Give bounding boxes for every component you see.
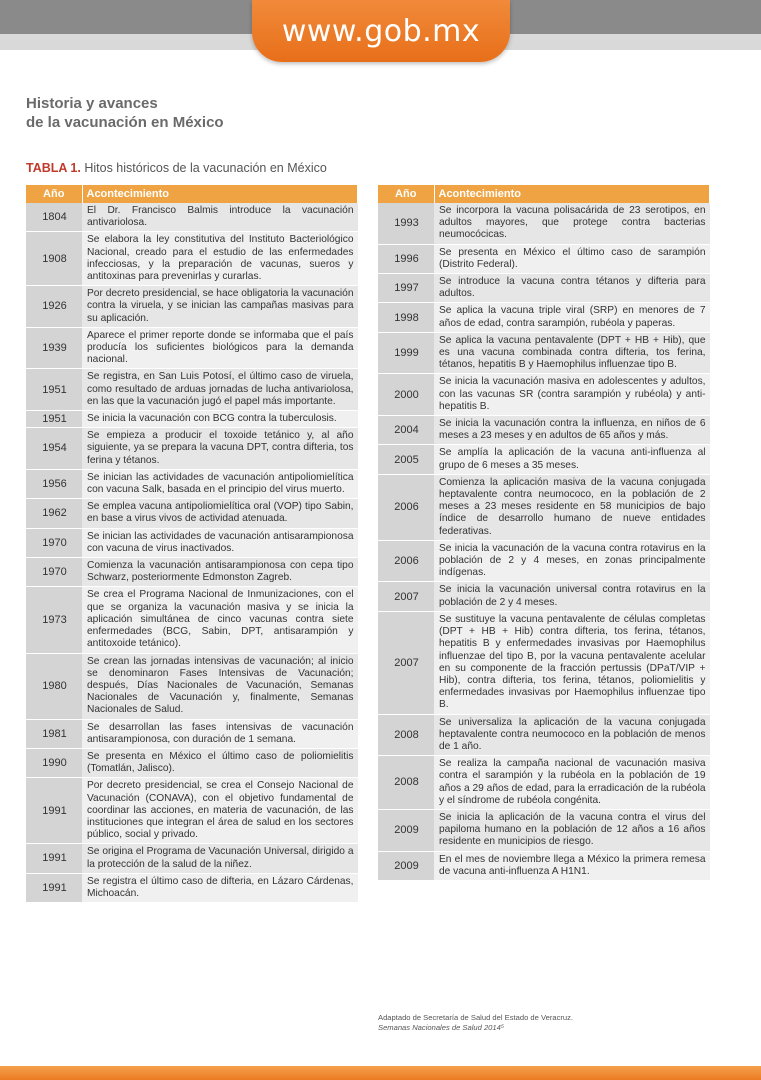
row-event: Se presenta en México el último caso de sarampión (Distrito Federal). [434, 244, 710, 273]
row-event: Se inicia la vacunación universal contra rotavirus en la población de 2 y 4 meses. [434, 582, 710, 611]
row-year: 2009 [378, 809, 434, 851]
column-header-year: Año [26, 185, 82, 203]
row-event: Se inician las actividades de vacunación antipoliomielítica con vacuna Salk, basada en el principio del virus muerto. [82, 469, 358, 498]
table-row [378, 203, 710, 244]
row-event: Se presenta en México el último caso de poliomielitis (Tomatlán, Jalisco). [82, 748, 358, 777]
row-year: 2008 [378, 756, 434, 810]
table-row [378, 851, 710, 880]
table-row [26, 528, 358, 557]
source-line-1: Adaptado de Secretaría de Salud del Estado de Veracruz. [378, 1013, 574, 1022]
row-year: 2007 [378, 582, 434, 611]
table-row [26, 748, 358, 777]
table-row [378, 244, 710, 273]
table-row [26, 719, 358, 748]
site-url-badge[interactable] [252, 0, 510, 62]
row-event: Se crean las jornadas intensivas de vacunación; al inicio se denominaron Fases Intensivas de Vacunación; después, Días Nacionales de Vacunación, Semanas Nacionales de Vacunación y, finalmente, Semanas Nacionales de Salud. [82, 653, 358, 719]
table-row [26, 844, 358, 873]
column-header-event: Acontecimiento [434, 185, 710, 203]
table-row [378, 416, 710, 445]
table-row [378, 474, 710, 540]
table-row [378, 540, 710, 582]
row-event: Se elabora la ley constitutiva del Instituto Bacteriológico Nacional, creado para el estudio de las enfermedades infecciosas, y la preparación de vacunas, sueros y antitoxinas para prevenirlas y curarlas. [82, 232, 358, 286]
row-event: Se incorpora la vacuna polisacárida de 23 serotipos, en adultos mayores, que protege contra bacterias neumocócicas. [434, 203, 710, 244]
row-year: 1999 [378, 332, 434, 374]
row-event: Se crea el Programa Nacional de Inmunizaciones, con el que se organiza la vacunación masiva y se inicia la aplicación simultánea de cinco vacunas contra siete enfermedades (BCG, Sabin, DPT, antisarampión y antitoxoide tetánico). [82, 587, 358, 653]
table-row [378, 809, 710, 851]
row-event: Se aplica la vacuna pentavalente (DPT + HB + Hib), que es una vacuna combinada contra difteria, tos ferina, tétanos, hepatitis B y Haemophilus influenzae tipo B. [434, 332, 710, 374]
table-caption [26, 161, 327, 175]
row-year: 2007 [378, 611, 434, 714]
row-year: 2009 [378, 851, 434, 880]
table-row [26, 653, 358, 719]
table-row [26, 873, 358, 902]
row-event: Se inicia la vacunación con BCG contra la tuberculosis. [82, 411, 358, 428]
column-header-event: Acontecimiento [82, 185, 358, 203]
row-year: 1993 [378, 203, 434, 244]
row-year: 1951 [26, 411, 82, 428]
site-url[interactable]: www.gob.mx [281, 13, 481, 49]
row-event: Se inicia la vacunación masiva en adolescentes y adultos, con las vacunas SR (contra sarampión y rubéola) y anti-hepatitis B. [434, 374, 710, 416]
table-row [26, 411, 358, 428]
row-year: 2006 [378, 540, 434, 582]
table-row [378, 582, 710, 611]
row-event: Aparece el primer reporte donde se informaba que el país producía los suficientes biológicos para la demanda nacional. [82, 327, 358, 369]
row-year: 1926 [26, 286, 82, 328]
row-event: Se universaliza la aplicación de la vacuna conjugada heptavalente contra neumococo en la población de menos de 1 año. [434, 714, 710, 756]
table-row [378, 611, 710, 714]
table-header-row [26, 185, 358, 203]
row-year: 1980 [26, 653, 82, 719]
table-label: TABLA 1. [26, 161, 81, 175]
table-row [26, 587, 358, 653]
table-row [378, 303, 710, 332]
row-year: 1939 [26, 327, 82, 369]
table-body-right [378, 203, 710, 880]
row-event: Comienza la vacunación antisarampionosa con cepa tipo Schwarz, posteriormente Edmonston Zagreb. [82, 558, 358, 587]
table-row [378, 274, 710, 303]
row-event: Se introduce la vacuna contra tétanos y difteria para adultos. [434, 274, 710, 303]
source-line-2: Semanas Nacionales de Salud 2014⁵ [378, 1023, 505, 1032]
row-year: 1962 [26, 499, 82, 528]
page-title-line-1: Historia y avances [26, 95, 158, 112]
row-year: 1970 [26, 528, 82, 557]
row-event: Se inicia la aplicación de la vacuna contra el virus del papiloma humano en la población de 12 años a 16 años residente en municipios de riesgo. [434, 809, 710, 851]
page-title [26, 94, 346, 132]
row-year: 1956 [26, 469, 82, 498]
table-row [378, 332, 710, 374]
table-row [378, 714, 710, 756]
row-year: 1908 [26, 232, 82, 286]
row-year: 2006 [378, 474, 434, 540]
row-event: Se emplea vacuna antipoliomielítica oral (VOP) tipo Sabin, en base a virus vivos de actividad atenuada. [82, 499, 358, 528]
row-year: 2000 [378, 374, 434, 416]
row-event: Comienza la aplicación masiva de la vacuna conjugada heptavalente contra neumococo, en la población de 2 meses a 23 meses residente en 58 municipios de bajo índice de desarrollo humano de nueve entidades federativas. [434, 474, 710, 540]
row-year: 1981 [26, 719, 82, 748]
table-row [378, 445, 710, 474]
row-year: 1991 [26, 873, 82, 902]
row-event: Se inicia la vacunación de la vacuna contra rotavirus en la población de 2 y 4 meses, en zonas principalmente indígenas. [434, 540, 710, 582]
table-row [26, 286, 358, 328]
column-header-year: Año [378, 185, 434, 203]
table-row [26, 558, 358, 587]
row-year: 2005 [378, 445, 434, 474]
row-event: En el mes de noviembre llega a México la primera remesa de vacuna anti-influenza A H1N1. [434, 851, 710, 880]
table-caption-text: Hitos históricos de la vacunación en México [84, 161, 327, 175]
row-event: Por decreto presidencial, se hace obligatoria la vacunación contra la viruela, y se inician las campañas masivas para su aplicación. [82, 286, 358, 328]
row-event: Se inician las actividades de vacunación antisarampionosa con vacuna de virus inactivados. [82, 528, 358, 557]
table-row [378, 756, 710, 810]
table-right-column [378, 185, 710, 881]
row-year: 1990 [26, 748, 82, 777]
table-row [26, 203, 358, 232]
row-year: 1991 [26, 778, 82, 844]
row-event: Se amplía la aplicación de la vacuna anti-influenza al grupo de 6 meses a 35 meses. [434, 445, 710, 474]
row-event: Se empieza a producir el toxoide tetánico y, al año siguiente, ya se prepara la vacuna DPT, contra difteria, tos ferina y tétanos. [82, 428, 358, 470]
row-event: Se sustituye la vacuna pentavalente de células completas (DPT + HB + Hib) contra difteria, tos ferina, tétanos, hepatitis B y enfermedades invasivas por Haemophilus influenzae del tipo B, por la vacuna pentavalente acelular en su componente de la fracción pertussis (DPaT/VIP + Hib), contra difteria, tos ferina, tétanos, poliomielitis y enfermedades invasivas por Haemophilus influenzae tipo B. [434, 611, 710, 714]
row-event: Por decreto presidencial, se crea el Consejo Nacional de Vacunación (CONAVA), con el objetivo fundamental de coordinar las acciones, en materia de vacunación, de las instituciones que integran el área de salud en los sectores público, social y privado. [82, 778, 358, 844]
row-event: Se registra el último caso de difteria, en Lázaro Cárdenas, Michoacán. [82, 873, 358, 902]
row-event: El Dr. Francisco Balmis introduce la vacunación antivariolosa. [82, 203, 358, 232]
table-row [26, 499, 358, 528]
table-source-note [378, 1013, 708, 1033]
row-event: Se origina el Programa de Vacunación Universal, dirigido a la protección de la salud de la niñez. [82, 844, 358, 873]
row-year: 1998 [378, 303, 434, 332]
row-year: 1973 [26, 587, 82, 653]
row-year: 1997 [378, 274, 434, 303]
row-year: 1954 [26, 428, 82, 470]
page-title-line-2: de la vacunación en México [26, 114, 224, 131]
row-year: 1970 [26, 558, 82, 587]
bottom-banner [0, 1066, 761, 1080]
row-event: Se desarrollan las fases intensivas de vacunación antisarampionosa, con duración de 1 semana. [82, 719, 358, 748]
table-row [26, 428, 358, 470]
table-header-row [378, 185, 710, 203]
table-row [378, 374, 710, 416]
table-body-left [26, 203, 358, 903]
row-event: Se registra, en San Luis Potosí, el último caso de viruela, como resultado de arduas jornadas de lucha antivariolosa, en las que la vacunación jugó el papel más importante. [82, 369, 358, 411]
row-event: Se aplica la vacuna triple viral (SRP) en menores de 7 años de edad, contra sarampión, rubéola y paperas. [434, 303, 710, 332]
milestones-table-right [378, 185, 710, 881]
row-year: 2008 [378, 714, 434, 756]
row-event: Se inicia la vacunación contra la influenza, en niños de 6 meses a 23 meses y en adultos de 65 años y más. [434, 416, 710, 445]
table-row [26, 327, 358, 369]
row-year: 1804 [26, 203, 82, 232]
table-row [26, 469, 358, 498]
row-event: Se realiza la campaña nacional de vacunación masiva contra el sarampión y la rubéola en la población de 19 años a 29 años de edad, para la erradicación de la rubéola y el síndrome de rubéola congénita. [434, 756, 710, 810]
row-year: 1951 [26, 369, 82, 411]
table-row [26, 778, 358, 844]
table-row [26, 369, 358, 411]
table-row [26, 232, 358, 286]
table-left-column [26, 185, 358, 903]
milestones-table-left [26, 185, 358, 903]
row-year: 1996 [378, 244, 434, 273]
row-year: 2004 [378, 416, 434, 445]
row-year: 1991 [26, 844, 82, 873]
